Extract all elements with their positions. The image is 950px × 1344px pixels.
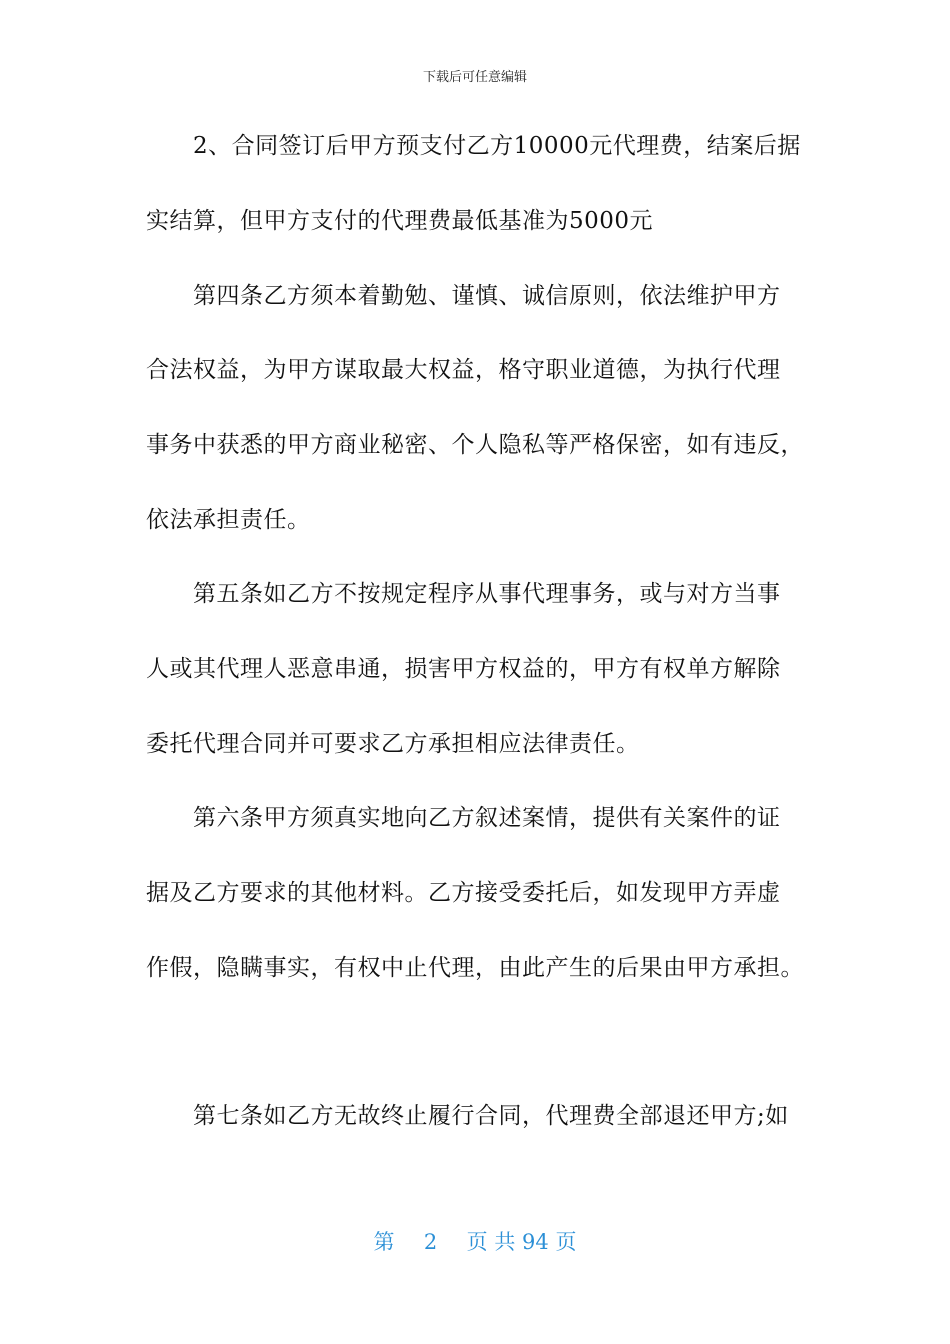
- header-note: 下载后可任意编辑: [422, 70, 527, 85]
- page-footer: [0, 1226, 950, 1256]
- text-line: 实结算，但甲方支付的代理费最低基准为5000元: [146, 208, 654, 234]
- total-pages: 94: [522, 1230, 549, 1254]
- footer-prefix: 第: [373, 1230, 395, 1254]
- text-line: 据及乙方要求的其他材料。乙方接受委托后，如发现甲方弄虚: [146, 880, 781, 906]
- text-line: 2、合同签订后甲方预支付乙方10000元代理费，结案后据: [193, 133, 801, 159]
- text-line: 事务中获悉的甲方商业秘密、个人隐私等严格保密，如有违反，: [146, 432, 804, 458]
- text-line: 第四条乙方须本着勤勉、谨慎、诚信原则，依法维护甲方: [193, 283, 781, 309]
- text-line: 第七条如乙方无故终止履行合同，代理费全部退还甲方;如: [193, 1103, 789, 1129]
- footer-mid: 页 共: [466, 1230, 516, 1254]
- footer-suffix: 页: [555, 1230, 577, 1254]
- text-line: 作假，隐瞒事实，有权中止代理，由此产生的后果由甲方承担。: [146, 955, 804, 981]
- text-line: 委托代理合同并可要求乙方承担相应法律责任。: [146, 731, 640, 757]
- text-line: 第五条如乙方不按规定程序从事代理事务，或与对方当事: [193, 581, 781, 607]
- text-line: 依法承担责任。: [146, 507, 311, 533]
- text-line: 人或其代理人恶意串通，损害甲方权益的，甲方有权单方解除: [146, 656, 781, 682]
- text-line: 合法权益，为甲方谋取最大权益，格守职业道德，为执行代理: [146, 357, 781, 383]
- page-number: 2: [423, 1230, 438, 1254]
- text-line: 第六条甲方须真实地向乙方叙述案情，提供有关案件的证: [193, 805, 781, 831]
